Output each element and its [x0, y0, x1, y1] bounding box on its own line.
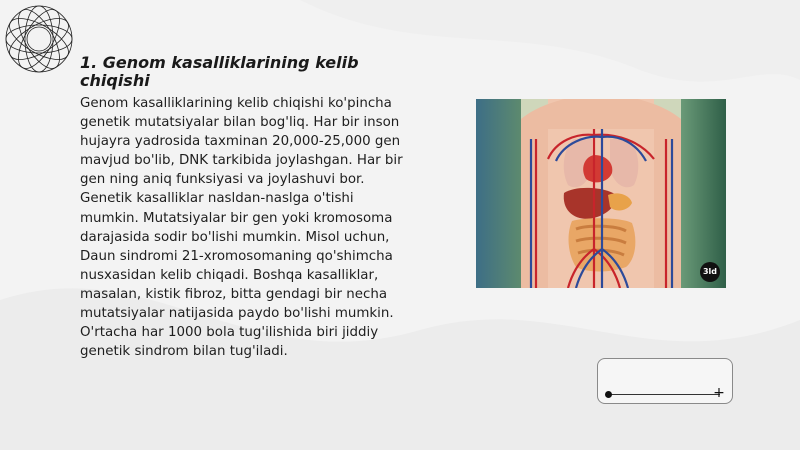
plus-icon[interactable]: + — [713, 385, 725, 401]
spirograph-logo-icon — [4, 4, 74, 74]
slide-body-text: Genom kasalliklarining kelib chiqishi ko'pincha genetik mutatsiyalar bilan bog'liq. Har bir inson hujayra yadrosida taxminan 20,000-25,000 gen mavjud bo'lib, DNK tarkibida joylashgan. Har bir gen ning aniq funksiyasi va joylashuvi bor. Genetik kasalliklar nasldan-naslga o'tishi mumkin. Mutatsiyalar bir gen yoki kromosoma darajasida sodir bo'lishi mumkin. Misol uchun, Daun sindromi 21-xromosomaning qo'shimcha nusxasidan kelib chiqadi. Boshqa kasalliklar, masalan, kistik fibroz, bitta gendagi bir necha mutatsiyalar natijasida paydo bo'lishi mumkin. O'rtacha har 1000 bola tug'ilishida biri jiddiy genetik sindrom bilan tug'iladi. — [80, 96, 403, 360]
media-progress-knob[interactable] — [605, 391, 612, 398]
circulatory-system-illustration — [476, 99, 726, 288]
image-watermark-logo: 3ld — [700, 262, 720, 282]
media-progress-track[interactable] — [608, 394, 720, 395]
media-player-control[interactable] — [597, 358, 733, 404]
slide-title: 1. Genom kasalliklarining kelib chiqishi — [80, 53, 359, 90]
